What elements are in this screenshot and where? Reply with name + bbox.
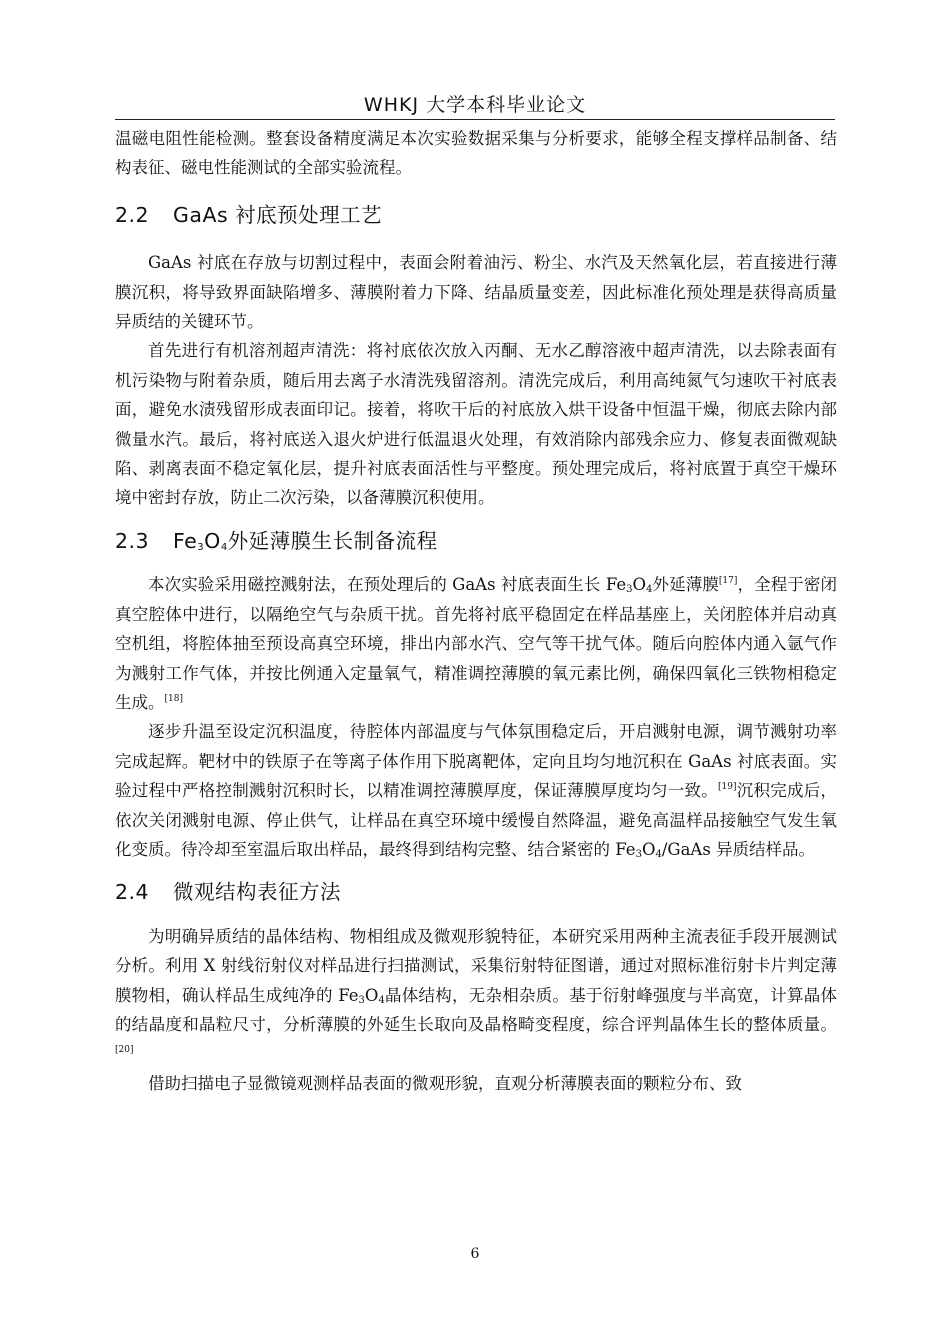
paragraph: 逐步升温至设定沉积温度，待腔体内部温度与气体氛围稳定后，开启溅射电源，调节溅射功率完成起辉。靶材中的铁原子在等离子体作用下脱离靶体，定向且均匀地沉积在 GaAs 衬底表面。实验过程中严格控制溅射沉积时长，以精准调控薄膜厚度，保证薄膜厚度均匀一致。[19]沉积完成后，依次关闭溅射电源、停止供气，让样品在真空环境中缓慢自然降温，避免高温样品接触空气发生氧化变质。待冷却至室温后取出样品，最终得到结构完整、结合紧密的 $Fe_3O_4$/GaAs 异质结样品。: [115, 722, 838, 860]
citation: [20]: [115, 1045, 134, 1056]
page-header: WHKJ 大学本科毕业论文: [363, 94, 587, 116]
paragraph: 首先进行有机溶剂超声清洗：将衬底依次放入丙酮、无水乙醇溶液中超声清洗，以去除表面有机污染物与附着杂质，随后用去离子水清洗残留溶剂。清洗完成后，利用高纯氮气匀速吹干衬底表面，避免水渍残留形成表面印记。接着，将吹干后的衬底放入烘干设备中恒温干燥，彻底去除内部微量水汽。最后，将衬底送入退火炉进行低温退火处理，有效消除内部残余应力、修复表面微观缺陷、剥离表面不稳定氧化层，提升衬底表面活性与平整度。预处理完成后，将衬底置于真空干燥环境中密封存放，防止二次污染，以备薄膜沉积使用。: [115, 341, 837, 508]
header-rule: [115, 119, 835, 120]
section-number: 2.2: [115, 202, 150, 227]
section-title: GaAs 衬底预处理工艺: [173, 202, 383, 227]
section-title: 微观结构表征方法: [173, 880, 341, 905]
paragraph: 为明确异质结的晶体结构、物相组成及微观形貌特征，本研究采用两种主流表征手段开展测试分析。利用 X 射线衍射仪对样品进行扫描测试，采集衍射特征图谱，通过对照标准衍射卡片判定薄膜物相，确认样品生成纯净的 $Fe_3O_4$晶体结构，无杂相杂质。基于衍射峰强度与半高宽，计算晶体的结晶度和晶粒尺寸，分析薄膜的外延生长取向及晶格畸变程度，综合评判晶体生长的整体质量。[20]: [115, 926, 838, 1056]
section-number: 2.3: [115, 528, 150, 553]
section-number: 2.4: [115, 880, 150, 905]
citation: [19]: [718, 782, 737, 793]
citation: [18]: [164, 693, 183, 704]
continuation-paragraph: 温磁电阻性能检测。整套设备精度满足本次实验数据采集与分析要求，能够全程支撑样品制备、结构表征、磁电性能测试的全部实验流程。: [115, 129, 837, 178]
paragraph: 本次实验采用磁控溅射法，在预处理后的 GaAs 衬底表面生长 $Fe_3O_4$外延薄膜[17]，全程于密闭真空腔体中进行，以隔绝空气与杂质干扰。首先将衬底平稳固定在样品基座上，关闭腔体并启动真空机组，将腔体抽至预设高真空环境，排出内部水汽、空气等干扰气体。随后向腔体内通入氩气作为溅射工作气体，并按比例通入定量氧气，精准调控薄膜的氧元素比例，确保四氧化三铁物相稳定生成。[18]: [115, 575, 838, 712]
paragraph: 借助扫描电子显微镜观测样品表面的微观形貌，直观分析薄膜表面的颗粒分布、致: [148, 1073, 742, 1093]
page-number: 6: [470, 1246, 480, 1262]
paragraph: GaAs 衬底在存放与切割过程中，表面会附着油污、粉尘、水汽及天然氧化层，若直接进行薄膜沉积，将导致界面缺陷增多、薄膜附着力下降、结晶质量变差，因此标准化预处理是获得高质量异质结的关键环节。: [115, 253, 837, 332]
citation: [17]: [718, 576, 738, 587]
section-heading-2-2: [115, 201, 837, 230]
section-title: $Fe_3O_4$外延薄膜生长制备流程: [173, 528, 438, 553]
section-heading-2-3: [115, 527, 837, 556]
page-content: [115, 124, 837, 1098]
section-heading-2-4: [115, 878, 837, 907]
